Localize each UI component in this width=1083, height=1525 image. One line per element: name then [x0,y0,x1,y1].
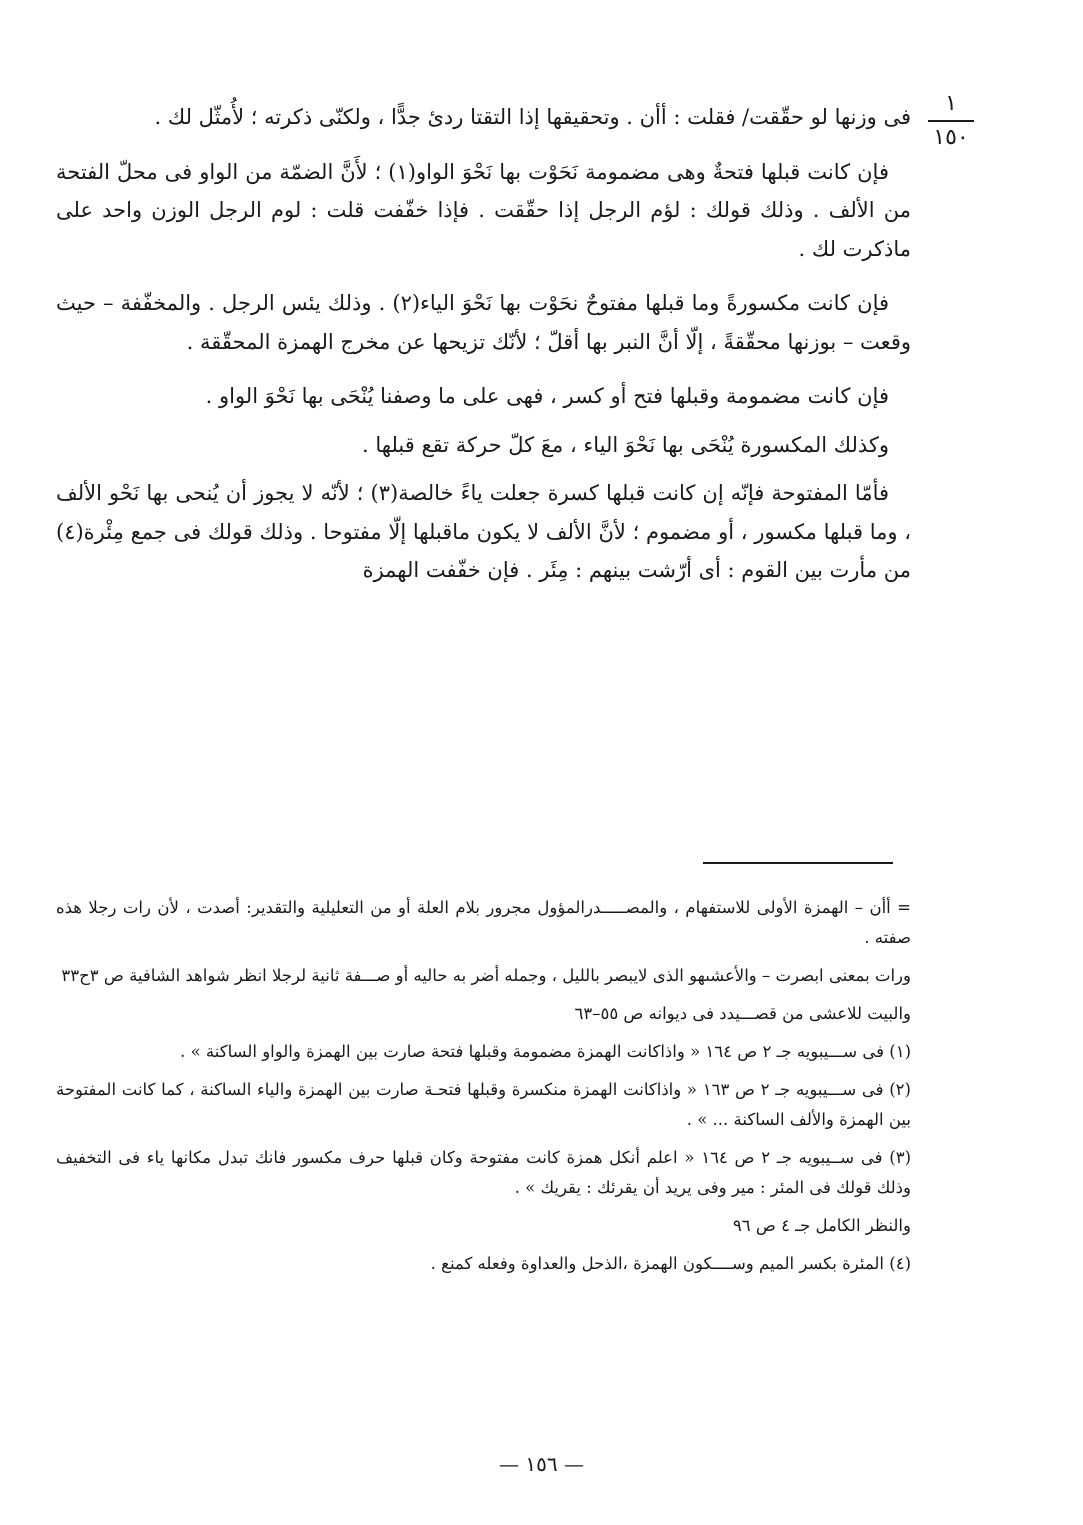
footnote-separator [703,862,893,864]
page-number: — ١٥٦ — [499,1452,584,1476]
margin-page-reference [921,90,981,152]
paragraph-4: فإن كانت مضمومة وقبلها فتح أو كسر ، فهى على ما وصفنا يُنْحَى بها نَحْوَ الواو . [205,384,889,408]
footnote-3-reference: والنظر الكامل جـ ٤ ص ٩٦ [732,1216,911,1235]
footnote-continuation: = أأن – الهمزة الأولى للاستفهام ، والمصـــــدرالمؤول مجرور بلام العلة أو من التعليلية والتقدير: أصدت ، لأن رات رجلا هذه صفته . [56,898,911,947]
footnote-2: (٢) فى ســـيبويه جـ ٢ ص ١٦٣ « واذاكانت الهمزة منكسرة وقبلها فتحـة صارت بين الهمزة والياء الساكنة ، كما كانت المفتوحة بين الهمزة والألف الساكنة ... » . [56,1080,911,1129]
paragraph-5: وكذلك المكسورة يُنْحَى بها نَحْوَ الياء ، معَ كلّ حركة تقع قبلها . [362,432,889,457]
footnote-1: (١) فى ســـيبويه جـ ٢ ص ١٦٤ « واذاكانت الهمزة مضمومة وقبلها فتحة صارت بين الهمزة والواو الساكنة » . [180,1042,911,1061]
margin-ref-rule [928,120,974,122]
footnote-4: (٤) المئرة بكسر الميم وســــكون الهمزة ،الذحل والعداوة وفعله كمنع . [430,1254,911,1273]
margin-ref-top: ١ [945,91,957,116]
footnote-explanation: ورات بمعنى ابصرت – والأعشىهو الذى لايبصر بالليل ، وجمله أضر به حاليه أو صـــفة ثانية لرجلا انظر شواهد الشافية ص ٣ح٣٣ [61,966,911,985]
margin-ref-bottom: ١٥٠ [933,125,969,150]
footnotes [56,893,911,1279]
paragraph-6: فأمّا المفتوحة فإنّه إن كانت قبلها كسرة جعلت ياءً خالصة(٣) ؛ لأنّه لا يجوز أن يُنحى بها نَحْو الألف ، وما قبلها مكسور ، أو مضموم ؛ لأنَّ الألف لا يكون ماقبلها إلّا مفتوحا . وذلك قولك فى جمع مِئْرة(٤) من مأرت بين القوم : أى أرّشت بينهم : مِئَر . فإن خفّفت الهمزة [56,481,911,582]
footnote-source: والبيت للاعشى من قصـــيدد فى ديوانه ص ٥٥–٦٣ [574,1004,911,1023]
main-text [56,98,911,590]
footnote-3: (٣) فى ســيبويه جـ ٢ ص ١٦٤ « اعلم أنكل همزة كانت مفتوحة وكان قبلها حرف مكسور فانك تبدل مكانها ياء فى التخفيف وذلك قولك فى المئر : مير وفى يريد أن يقرئك : يقريك » . [56,1148,911,1197]
paragraph-2: فإن كانت قبلها فتحةٌ وهى مضمومة نَحَوْت بها نَحْوَ الواو(١) ؛ لأَنَّ الضمّة من الواو فى محلّ الفتحة من الألف . وذلك قولك : لؤم الرجل إذا حقّقت . فإذا خفّفت قلت : لوم الرجل الوزن واحد على ماذكرت لك . [56,159,911,261]
paragraph-1: فى وزنها لو حقّقت/ فقلت : أأن . وتحقيقها إذا التقتا ردئ جدًّا ، ولكنّى ذكرته ؛ لأُمثّل لك . [154,105,911,129]
paragraph-3: فإن كانت مكسورةً وما قبلها مفتوحٌ نحَوْت بها نَحْوَ الياء(٢) . وذلك يئس الرجل . والمخفّفة – حيث وقعت – بوزنها محقّقةً ، إلّا أنَّ النبر بها أقلّ ؛ لأنّك تزيحها عن مخرج الهمزة المحقّقة . [56,291,911,354]
